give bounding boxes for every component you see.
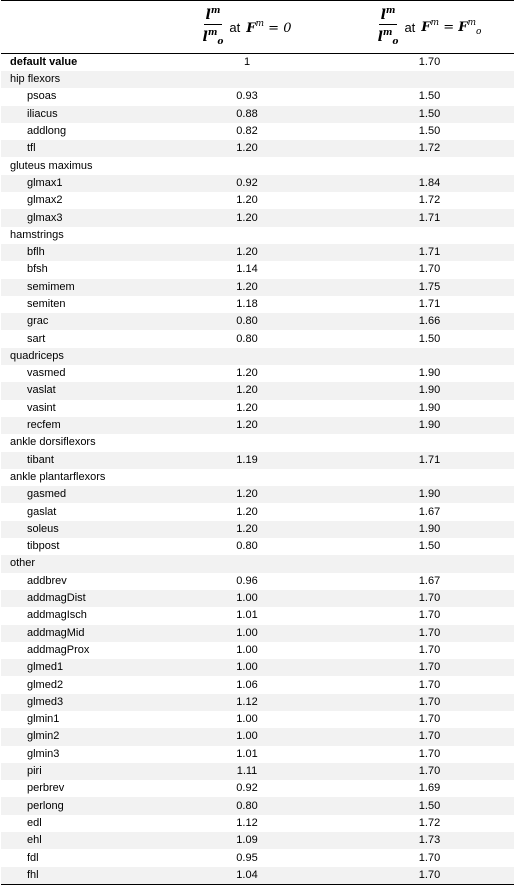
max-force-value: 1.67 xyxy=(418,505,441,518)
header-max-force-column xyxy=(345,1,514,54)
zero-force-value: 1.00 xyxy=(236,713,258,726)
max-force-value: 1.90 xyxy=(418,367,441,380)
max-force-value: 1.71 xyxy=(345,244,514,261)
table-row xyxy=(1,797,514,814)
table-row xyxy=(1,815,514,832)
zero-force-value: 1.12 xyxy=(236,816,258,829)
muscle-name: fdl xyxy=(27,851,39,864)
max-force-value: 1.67 xyxy=(418,574,441,587)
table-row xyxy=(1,400,514,417)
default-row xyxy=(1,54,514,72)
group-row xyxy=(1,227,514,244)
table-row xyxy=(1,209,514,226)
frac-numerator-sup: m xyxy=(210,6,221,16)
max-force-value xyxy=(345,227,514,244)
zero-force-formula xyxy=(203,4,292,50)
max-force-value: 1.72 xyxy=(418,194,441,207)
group-row xyxy=(1,157,514,174)
muscle-name: piri xyxy=(1,763,149,780)
max-force-condition: $F^m = F^m_o$ xyxy=(421,17,482,37)
max-force-value: 1.90 xyxy=(345,521,514,538)
table-row xyxy=(1,728,514,745)
table-row xyxy=(1,711,514,728)
max-force-value: 1.69 xyxy=(418,782,441,795)
table-row xyxy=(1,106,514,123)
muscle-name: glmed2 xyxy=(27,678,64,691)
zero-force-value: 1.00 xyxy=(149,728,345,745)
frac-denominator: l xyxy=(202,29,208,45)
table-row xyxy=(1,694,514,711)
table-row xyxy=(1,365,514,382)
table-row xyxy=(1,279,514,296)
table-row xyxy=(1,261,514,278)
zero-force-value: 1.00 xyxy=(236,643,258,656)
muscle-name: perlong xyxy=(1,797,149,814)
zero-force-value: 1.12 xyxy=(149,694,345,711)
muscle-name: gaslat xyxy=(27,505,57,518)
max-force-value: 1.70 xyxy=(418,747,441,760)
muscle-name: tibpost xyxy=(27,540,60,553)
muscle-name: glmed1 xyxy=(1,659,149,676)
muscle-name: glmax3 xyxy=(1,209,149,226)
table-row xyxy=(1,486,514,503)
max-force-value: 1.50 xyxy=(418,90,441,103)
max-force-value: 1.70 xyxy=(418,609,441,622)
table-row xyxy=(1,780,514,797)
max-force-value: 1.71 xyxy=(345,209,514,226)
max-force-value: 1.70 xyxy=(418,643,441,656)
frac-denominator-sup: m xyxy=(207,28,218,38)
table-row xyxy=(1,676,514,693)
max-force-value: 1.70 xyxy=(418,678,441,691)
zero-force-value: 1.01 xyxy=(236,609,258,622)
table-row xyxy=(1,538,514,555)
max-force-value: 1.75 xyxy=(345,279,514,296)
zero-force-value xyxy=(149,71,345,88)
zero-force-value: 0.92 xyxy=(149,175,345,192)
zero-force-value: 1.19 xyxy=(149,452,345,469)
header-zero-force-column xyxy=(149,1,345,54)
zero-force-value: 1.20 xyxy=(149,209,345,226)
muscle-name: recfem xyxy=(1,417,149,434)
group-label: ankle plantarflexors xyxy=(10,470,106,483)
max-force-value xyxy=(345,434,514,451)
zero-force-value xyxy=(149,434,345,451)
table-row xyxy=(1,625,514,642)
max-force-value: 1.71 xyxy=(345,452,514,469)
muscle-name: glmax1 xyxy=(1,175,149,192)
muscle-name: perbrev xyxy=(27,782,65,795)
muscle-name: addmagMid xyxy=(1,625,149,642)
muscle-name: addbrev xyxy=(27,574,67,587)
muscle-name: semiten xyxy=(27,298,66,310)
frac-numerator: l xyxy=(205,7,211,23)
zero-force-value: 1.01 xyxy=(236,747,258,760)
muscle-name: ehl xyxy=(1,832,149,849)
max-force-value: 1.70 xyxy=(418,263,441,276)
zero-force-value: 1.00 xyxy=(149,659,345,676)
zero-force-value xyxy=(149,227,345,244)
max-force-value: 1.72 xyxy=(418,816,441,829)
muscle-name: tibant xyxy=(1,452,149,469)
max-force-value: 1.84 xyxy=(345,175,514,192)
table-row xyxy=(1,503,514,520)
muscle-length-table xyxy=(1,0,514,885)
max-force-value: 1.90 xyxy=(345,382,514,399)
zero-force-value: 0.93 xyxy=(236,90,258,103)
max-force-value xyxy=(345,469,514,486)
table-row xyxy=(1,867,514,885)
table-row xyxy=(1,417,514,434)
zero-force-value: 1.18 xyxy=(236,298,258,310)
max-force-value: 1.50 xyxy=(418,332,441,345)
table-row xyxy=(1,313,514,330)
muscle-name: tfl xyxy=(1,140,149,157)
max-force-value: 1.70 xyxy=(418,713,441,726)
zero-force-value xyxy=(149,555,345,572)
table-row xyxy=(1,296,514,313)
muscle-name: psoas xyxy=(27,90,57,103)
zero-force-value: 1.20 xyxy=(149,244,345,261)
zero-force-value: 1.20 xyxy=(236,367,258,380)
max-force-value xyxy=(345,555,514,572)
max-force-value: 1.50 xyxy=(418,540,441,553)
zero-force-value: 1.20 xyxy=(149,521,345,538)
zero-force-value xyxy=(149,348,345,365)
muscle-name: default value xyxy=(10,56,78,68)
table-row xyxy=(1,573,514,590)
max-force-value: 1.50 xyxy=(345,797,514,814)
muscle-name: glmed3 xyxy=(1,694,149,711)
table-row xyxy=(1,746,514,763)
zero-force-value xyxy=(149,469,345,486)
table-row xyxy=(1,382,514,399)
muscle-name: glmin2 xyxy=(1,728,149,745)
zero-force-value: 0.95 xyxy=(236,851,258,864)
muscle-name: addmagProx xyxy=(27,643,90,656)
zero-force-value: 0.92 xyxy=(236,782,258,795)
zero-force-value: 1.20 xyxy=(236,505,258,518)
zero-force-value: 1.20 xyxy=(149,417,345,434)
table-row xyxy=(1,521,514,538)
muscle-name: bfsh xyxy=(27,263,48,276)
max-force-value: 1.70 xyxy=(418,851,441,864)
at-label: at xyxy=(229,19,241,35)
zero-force-value: 1.20 xyxy=(149,486,345,503)
table-row xyxy=(1,659,514,676)
group-label: hip flexors xyxy=(1,71,149,88)
group-row xyxy=(1,434,514,451)
zero-force-value: 1.20 xyxy=(236,401,258,414)
table-body xyxy=(1,54,514,885)
max-force-value: 1.90 xyxy=(345,486,514,503)
muscle-name: vasint xyxy=(27,401,56,414)
max-force-value: 1.70 xyxy=(345,590,514,607)
max-force-value: 1.70 xyxy=(345,625,514,642)
muscle-name: semimem xyxy=(1,279,149,296)
muscle-name: grac xyxy=(1,313,149,330)
zero-force-condition: $F^m = 0$ xyxy=(246,18,292,36)
max-force-value: 1.50 xyxy=(418,125,441,138)
table-row xyxy=(1,849,514,866)
frac-denominator-sub: o xyxy=(217,37,224,47)
muscle-name: sart xyxy=(27,332,46,345)
zero-force-value: 1.04 xyxy=(149,867,345,885)
zero-force-value: 1.20 xyxy=(149,382,345,399)
max-force-value: 1.90 xyxy=(345,417,514,434)
table-row xyxy=(1,452,514,469)
max-force-value: 1.90 xyxy=(418,401,441,414)
muscle-name: soleus xyxy=(1,521,149,538)
table-row xyxy=(1,763,514,780)
table-row xyxy=(1,123,514,140)
at-label-2: at xyxy=(404,19,416,35)
group-label: quadriceps xyxy=(1,348,149,365)
table-row xyxy=(1,140,514,157)
zero-force-value: 0.80 xyxy=(236,540,258,553)
muscle-name: vasmed xyxy=(27,367,66,380)
max-force-formula xyxy=(378,4,482,50)
muscle-name: iliacus xyxy=(1,106,149,123)
table-row xyxy=(1,330,514,347)
max-force-value: 1.50 xyxy=(345,106,514,123)
table-row xyxy=(1,832,514,849)
table-row xyxy=(1,642,514,659)
zero-force-value: 1.20 xyxy=(149,140,345,157)
muscle-name: fhl xyxy=(1,867,149,885)
max-force-value xyxy=(345,348,514,365)
zero-force-value: 0.96 xyxy=(236,574,258,587)
length-ratio-fraction xyxy=(203,4,224,50)
zero-force-value: 0.80 xyxy=(149,797,345,814)
zero-force-value: 0.80 xyxy=(236,332,258,345)
group-label: gluteus maximus xyxy=(10,159,93,172)
header-row xyxy=(1,1,514,54)
group-row xyxy=(1,469,514,486)
max-force-value xyxy=(345,157,514,174)
zero-force-value xyxy=(149,157,345,174)
max-force-value: 1.70 xyxy=(345,763,514,780)
table-row xyxy=(1,192,514,209)
table-row xyxy=(1,590,514,607)
muscle-name: addmagIsch xyxy=(27,609,87,622)
muscle-name: glmax2 xyxy=(27,194,63,207)
muscle-name: vaslat xyxy=(1,382,149,399)
muscle-name: edl xyxy=(27,816,42,829)
zero-force-value: 1.20 xyxy=(149,279,345,296)
muscle-name: glmin1 xyxy=(27,713,60,726)
muscle-name: addmagDist xyxy=(1,590,149,607)
table-row xyxy=(1,88,514,105)
muscle-name: gasmed xyxy=(1,486,149,503)
max-force-value: 1.70 xyxy=(345,659,514,676)
muscle-name: bflh xyxy=(1,244,149,261)
group-row xyxy=(1,555,514,572)
zero-force-value: 0.88 xyxy=(149,106,345,123)
group-label: ankle dorsiflexors xyxy=(10,436,96,449)
muscle-name: addlong xyxy=(27,125,67,138)
max-force-value: 1.70 xyxy=(418,56,441,68)
table-row xyxy=(1,244,514,261)
max-force-value: 1.71 xyxy=(418,298,441,310)
muscle-name: glmin3 xyxy=(27,747,60,760)
max-force-value: 1.70 xyxy=(345,694,514,711)
zero-force-value: 1.00 xyxy=(149,590,345,607)
max-force-value: 1.72 xyxy=(345,140,514,157)
zero-force-value: 1.09 xyxy=(149,832,345,849)
max-force-value: 1.66 xyxy=(345,313,514,330)
max-force-value xyxy=(345,71,514,88)
zero-force-value: 1.11 xyxy=(149,763,345,780)
max-force-value: 1.73 xyxy=(345,832,514,849)
group-row xyxy=(1,71,514,88)
zero-force-value: 1 xyxy=(243,56,251,68)
max-force-value: 1.70 xyxy=(345,728,514,745)
zero-force-value: 1.20 xyxy=(236,194,258,207)
zero-force-value: 1.00 xyxy=(149,625,345,642)
length-ratio-fraction-2: $\frac{l^m}{l^m_o}$ xyxy=(377,6,399,47)
zero-force-value: 0.80 xyxy=(149,313,345,330)
zero-force-value: 1.06 xyxy=(236,678,258,691)
zero-force-value: 1.14 xyxy=(236,263,258,276)
table-row xyxy=(1,175,514,192)
group-label: hamstrings xyxy=(10,228,64,241)
group-row xyxy=(1,348,514,365)
header-name-column xyxy=(1,1,149,54)
group-label: other xyxy=(1,555,149,572)
table-header xyxy=(1,1,514,54)
max-force-value: 1.70 xyxy=(345,867,514,885)
table-row xyxy=(1,607,514,624)
zero-force-value: 0.82 xyxy=(236,125,258,138)
